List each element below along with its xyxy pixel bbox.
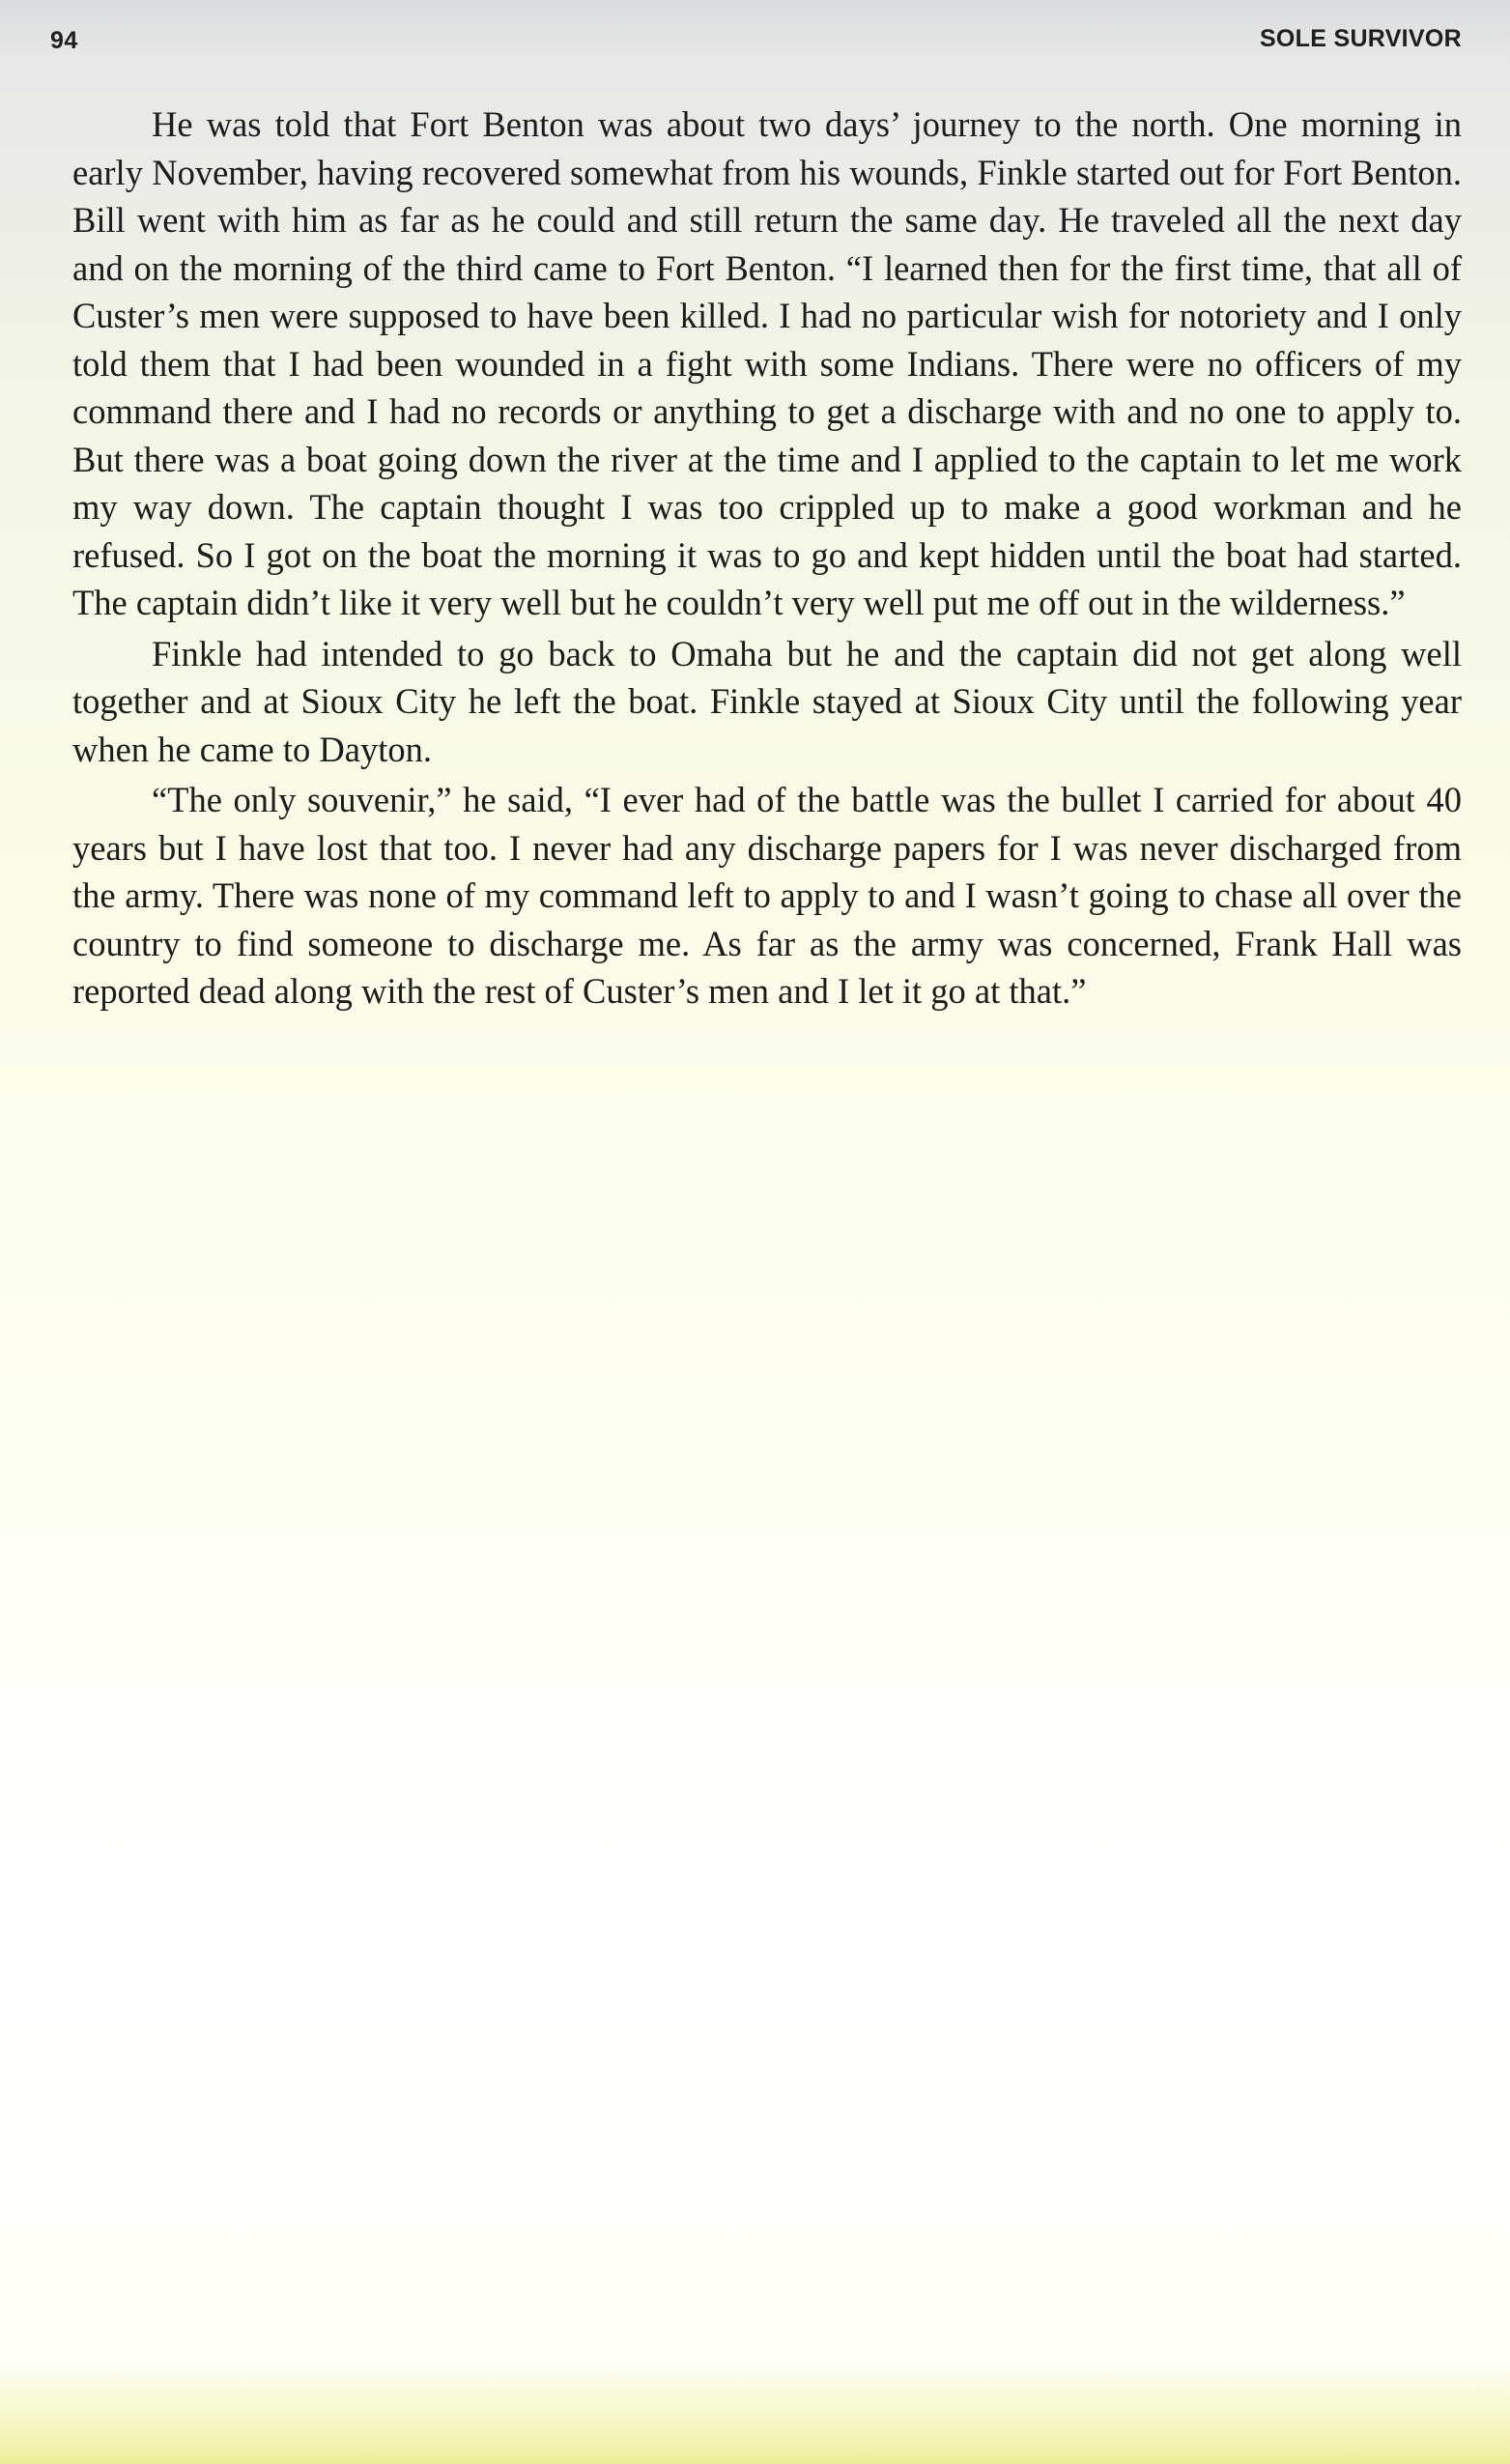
paragraph: “The only souvenir,” he said, “I ever had of the battle was the bullet I carried for about 40 years but I have lost that too. I never had any discharge papers for I was never discharged from the army. There was none of my command left to apply to and I wasn’t going to chase all over the country to find someone to discharge me. As far as the army was concerned, Frank Hall was reported dead along with the rest of Custer’s men and I let it go at that.” — [72, 780, 1462, 1011]
page-number: 94 — [50, 27, 78, 54]
running-head: SOLE SURVIVOR — [1259, 25, 1462, 52]
paragraph: Finkle had intended to go back to Omaha but he and the captain did not get along well together and at Sioux City he left the boat. Finkle stayed at Sioux City until the following year when he came to Dayton. — [72, 633, 1462, 769]
body-text — [72, 100, 1462, 1018]
paragraph: He was told that Fort Benton was about two days’ journey to the north. One morning in early November, having recovered somewhat from his wounds, Finkle started out for Fort Benton. Bill went with him as far as he could and still return the same day. He traveled all the next day and on the morning of the third came to Fort Benton. “I learned then for the first time, that all of Custer’s men were supposed to have been killed. I had no particular wish for notoriety and I only told them that I had been wounded in a fight with some Indians. There were no officers of my command there and I had no records or anything to get a discharge with and no one to apply to. But there was a boat going down the river at the time and I applied to the captain to let me work my way down. The captain thought I was too crippled up to make a good workman and he refused. So I got on the boat the morning it was to go and kept hidden until the boat had started. The captain didn’t like it very well but he couldn’t very well put me off out in the wilderness.” — [72, 104, 1462, 622]
